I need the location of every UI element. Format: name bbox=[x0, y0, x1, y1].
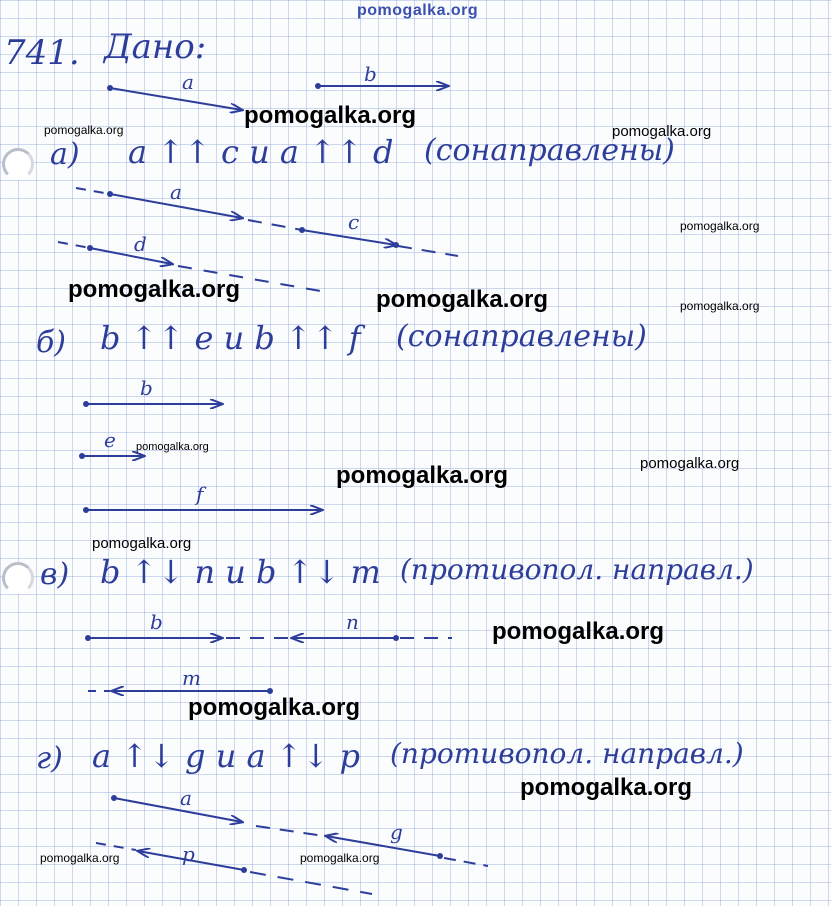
watermark: pomogalka.org bbox=[680, 219, 760, 233]
vector-label-a: a bbox=[170, 180, 182, 204]
watermark: pomogalka.org bbox=[640, 455, 740, 472]
vector-label-d: d bbox=[134, 232, 147, 256]
dashed-line bbox=[256, 826, 324, 836]
item-a-letter: а) bbox=[50, 137, 80, 172]
item-c-note: (противопол. направл.) bbox=[400, 553, 754, 586]
watermark: pomogalka.org bbox=[68, 276, 241, 303]
watermark: pomogalka.org bbox=[612, 123, 712, 140]
item-b-statement: b ↑↑ e и b ↑↑ f bbox=[100, 319, 361, 357]
watermark: pomogalka.org bbox=[40, 851, 120, 865]
vector-label-c: c bbox=[348, 210, 360, 234]
watermark: pomogalka.org bbox=[44, 123, 124, 137]
vector-a bbox=[114, 798, 242, 822]
dashed-line bbox=[398, 246, 458, 256]
dashed-line bbox=[444, 858, 488, 866]
given-label: Дано: bbox=[104, 27, 207, 67]
watermark: pomogalka.org bbox=[376, 286, 549, 313]
dashed-line bbox=[58, 242, 90, 248]
vector-label-f: f bbox=[196, 482, 204, 506]
item-b-letter: б) bbox=[36, 325, 67, 360]
dashed-line bbox=[248, 220, 302, 230]
watermark: pomogalka.org bbox=[492, 618, 665, 645]
watermark: pomogalka.org bbox=[300, 851, 380, 865]
item-b-note: (сонаправлены) bbox=[396, 319, 647, 354]
vector-label-n: n bbox=[346, 610, 359, 634]
watermark: pomogalka.org bbox=[92, 535, 192, 552]
item-a-note: (сонаправлены) bbox=[424, 133, 675, 168]
item-d-statement: a ↑↓ g и a ↑↓ p bbox=[92, 737, 361, 775]
vector-label-b: b bbox=[150, 610, 163, 634]
watermark: pomogalka.org bbox=[136, 441, 209, 453]
watermark: pomogalka.org bbox=[336, 462, 509, 489]
item-c-statement: b ↑↓ n и b ↑↓ m bbox=[100, 553, 381, 591]
vector-label-a: a bbox=[180, 786, 192, 810]
vector-label-e: e bbox=[104, 428, 116, 452]
vector-d bbox=[90, 248, 172, 264]
dashed-line bbox=[76, 188, 110, 194]
watermark: pomogalka.org bbox=[244, 102, 417, 129]
item-d-note: (противопол. направл.) bbox=[390, 737, 744, 770]
vector-label-a: a bbox=[182, 70, 194, 94]
dashed-line bbox=[250, 872, 372, 894]
vector-label-g: g bbox=[390, 820, 403, 844]
vector-label-m: m bbox=[182, 666, 201, 690]
item-c-letter: в) bbox=[40, 557, 70, 592]
item-a-statement: a ↑↑ c и a ↑↑ d bbox=[128, 133, 394, 171]
header-watermark: pomogalka.org bbox=[357, 2, 479, 19]
watermark: pomogalka.org bbox=[680, 299, 760, 313]
task-number: 741. bbox=[4, 33, 80, 73]
item-d-letter: г) bbox=[36, 741, 63, 776]
vector-a-given bbox=[110, 88, 242, 110]
watermark: pomogalka.org bbox=[188, 694, 361, 721]
vector-label-b: b bbox=[364, 62, 377, 86]
watermark: pomogalka.org bbox=[520, 774, 693, 801]
vector-label-b: b bbox=[140, 376, 153, 400]
vector-label-p: p bbox=[182, 842, 195, 866]
dashed-line bbox=[96, 843, 136, 850]
